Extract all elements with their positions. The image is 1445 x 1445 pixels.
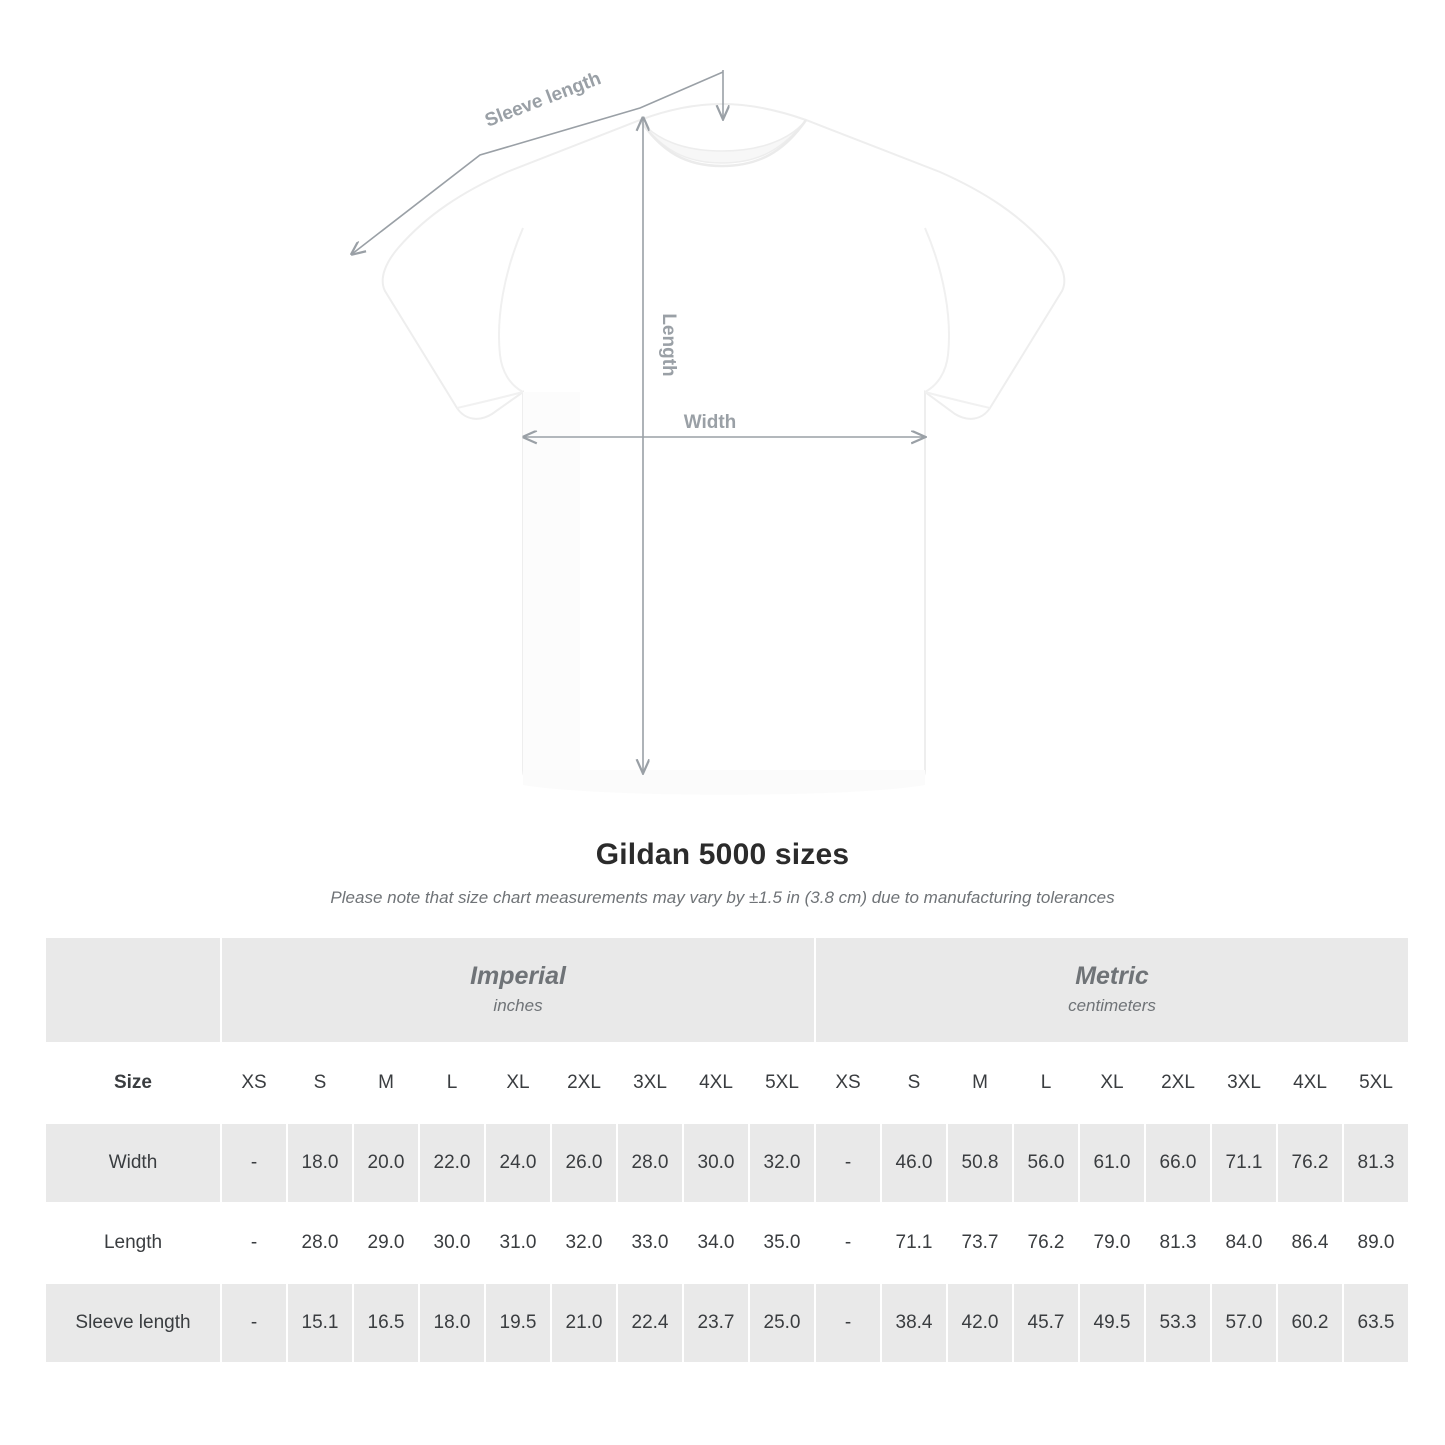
cell-length-imperial-3xl: 33.0 [617, 1203, 683, 1283]
cell-sleeve-imperial-s: 15.1 [287, 1283, 353, 1363]
col-header-metric-l: L [1013, 1043, 1079, 1123]
cell-sleeve-metric-xs: - [815, 1283, 881, 1363]
col-header-metric-s: S [881, 1043, 947, 1123]
cell-width-imperial-m: 20.0 [353, 1123, 419, 1203]
table-row [45, 1283, 1409, 1363]
cell-sleeve-metric-2xl: 53.3 [1145, 1283, 1211, 1363]
cell-length-imperial-xl: 31.0 [485, 1203, 551, 1283]
cell-length-metric-3xl: 84.0 [1211, 1203, 1277, 1283]
metric-name: Metric [1075, 961, 1149, 990]
cell-length-imperial-5xl: 35.0 [749, 1203, 815, 1283]
tshirt-shape [383, 104, 1065, 795]
col-header-imperial-2xl: 2XL [551, 1043, 617, 1123]
cell-sleeve-metric-4xl: 60.2 [1277, 1283, 1343, 1363]
cell-width-imperial-xl: 24.0 [485, 1123, 551, 1203]
cell-sleeve-metric-3xl: 57.0 [1211, 1283, 1277, 1363]
cell-length-metric-2xl: 81.3 [1145, 1203, 1211, 1283]
col-header-imperial-xl: XL [485, 1043, 551, 1123]
col-header-imperial-xs: XS [221, 1043, 287, 1123]
cell-length-metric-5xl: 89.0 [1343, 1203, 1409, 1283]
cell-length-metric-xl: 79.0 [1079, 1203, 1145, 1283]
metric-sub: centimeters [1068, 996, 1156, 1016]
col-header-imperial-5xl: 5XL [749, 1043, 815, 1123]
tolerance-note: Please note that size chart measurements may vary by ±1.5 in (3.8 cm) due to manufacturing tolerances [330, 888, 1115, 907]
unit-header-row [45, 937, 1409, 1043]
cell-width-imperial-2xl: 26.0 [551, 1123, 617, 1203]
page-title: Gildan 5000 sizes [595, 838, 850, 871]
cell-width-metric-l: 56.0 [1013, 1123, 1079, 1203]
cell-length-imperial-xs: - [221, 1203, 287, 1283]
cell-width-metric-3xl: 71.1 [1211, 1123, 1277, 1203]
col-header-metric-3xl: 3XL [1211, 1043, 1277, 1123]
cell-width-metric-xl: 61.0 [1079, 1123, 1145, 1203]
cell-width-metric-m: 50.8 [947, 1123, 1013, 1203]
cell-width-imperial-4xl: 30.0 [683, 1123, 749, 1203]
cell-sleeve-metric-xl: 49.5 [1079, 1283, 1145, 1363]
col-header-metric-xs: XS [815, 1043, 881, 1123]
cell-sleeve-imperial-3xl: 22.4 [617, 1283, 683, 1363]
cell-sleeve-imperial-4xl: 23.7 [683, 1283, 749, 1363]
cell-width-metric-5xl: 81.3 [1343, 1123, 1409, 1203]
sleeve-length-label: Sleeve length [482, 68, 604, 132]
cell-sleeve-imperial-xl: 19.5 [485, 1283, 551, 1363]
table-row [45, 1123, 1409, 1203]
cell-sleeve-metric-s: 38.4 [881, 1283, 947, 1363]
cell-sleeve-metric-l: 45.7 [1013, 1283, 1079, 1363]
cell-width-imperial-l: 22.0 [419, 1123, 485, 1203]
cell-sleeve-imperial-m: 16.5 [353, 1283, 419, 1363]
size-header-label: Size [45, 1043, 221, 1123]
cell-length-metric-4xl: 86.4 [1277, 1203, 1343, 1283]
imperial-name: Imperial [470, 961, 566, 990]
unit-header-metric [815, 937, 1409, 1043]
col-header-metric-m: M [947, 1043, 1013, 1123]
cell-width-metric-2xl: 66.0 [1145, 1123, 1211, 1203]
unit-header-blank [45, 937, 221, 1043]
cell-length-metric-l: 76.2 [1013, 1203, 1079, 1283]
table-row [45, 1203, 1409, 1283]
cell-width-imperial-s: 18.0 [287, 1123, 353, 1203]
col-header-imperial-3xl: 3XL [617, 1043, 683, 1123]
cell-length-imperial-4xl: 34.0 [683, 1203, 749, 1283]
col-header-imperial-l: L [419, 1043, 485, 1123]
row-label-length: Length [45, 1203, 221, 1283]
cell-sleeve-imperial-5xl: 25.0 [749, 1283, 815, 1363]
cell-width-imperial-5xl: 32.0 [749, 1123, 815, 1203]
cell-sleeve-metric-m: 42.0 [947, 1283, 1013, 1363]
size-chart-table [44, 936, 1410, 1364]
row-label-width: Width [45, 1123, 221, 1203]
imperial-sub: inches [493, 996, 543, 1016]
col-header-imperial-m: M [353, 1043, 419, 1123]
cell-width-metric-4xl: 76.2 [1277, 1123, 1343, 1203]
col-header-metric-4xl: 4XL [1277, 1043, 1343, 1123]
cell-sleeve-imperial-2xl: 21.0 [551, 1283, 617, 1363]
chart-title-block [0, 838, 1445, 908]
cell-width-imperial-3xl: 28.0 [617, 1123, 683, 1203]
row-label-sleeve-length: Sleeve length [45, 1283, 221, 1363]
length-label: Length [658, 313, 679, 377]
cell-length-metric-xs: - [815, 1203, 881, 1283]
col-header-metric-xl: XL [1079, 1043, 1145, 1123]
cell-length-imperial-2xl: 32.0 [551, 1203, 617, 1283]
cell-width-metric-xs: - [815, 1123, 881, 1203]
cell-length-metric-m: 73.7 [947, 1203, 1013, 1283]
cell-sleeve-imperial-l: 18.0 [419, 1283, 485, 1363]
cell-sleeve-imperial-xs: - [221, 1283, 287, 1363]
col-header-metric-2xl: 2XL [1145, 1043, 1211, 1123]
cell-width-metric-s: 46.0 [881, 1123, 947, 1203]
width-label: Width [683, 412, 737, 433]
cell-length-metric-s: 71.1 [881, 1203, 947, 1283]
cell-length-imperial-m: 29.0 [353, 1203, 419, 1283]
col-header-imperial-4xl: 4XL [683, 1043, 749, 1123]
size-header-row [45, 1043, 1409, 1123]
col-header-imperial-s: S [287, 1043, 353, 1123]
cell-width-imperial-xs: - [221, 1123, 287, 1203]
unit-header-imperial [221, 937, 815, 1043]
cell-length-imperial-s: 28.0 [287, 1203, 353, 1283]
cell-length-imperial-l: 30.0 [419, 1203, 485, 1283]
cell-sleeve-metric-5xl: 63.5 [1343, 1283, 1409, 1363]
col-header-metric-5xl: 5XL [1343, 1043, 1409, 1123]
size-table-wrapper [0, 936, 1445, 1364]
